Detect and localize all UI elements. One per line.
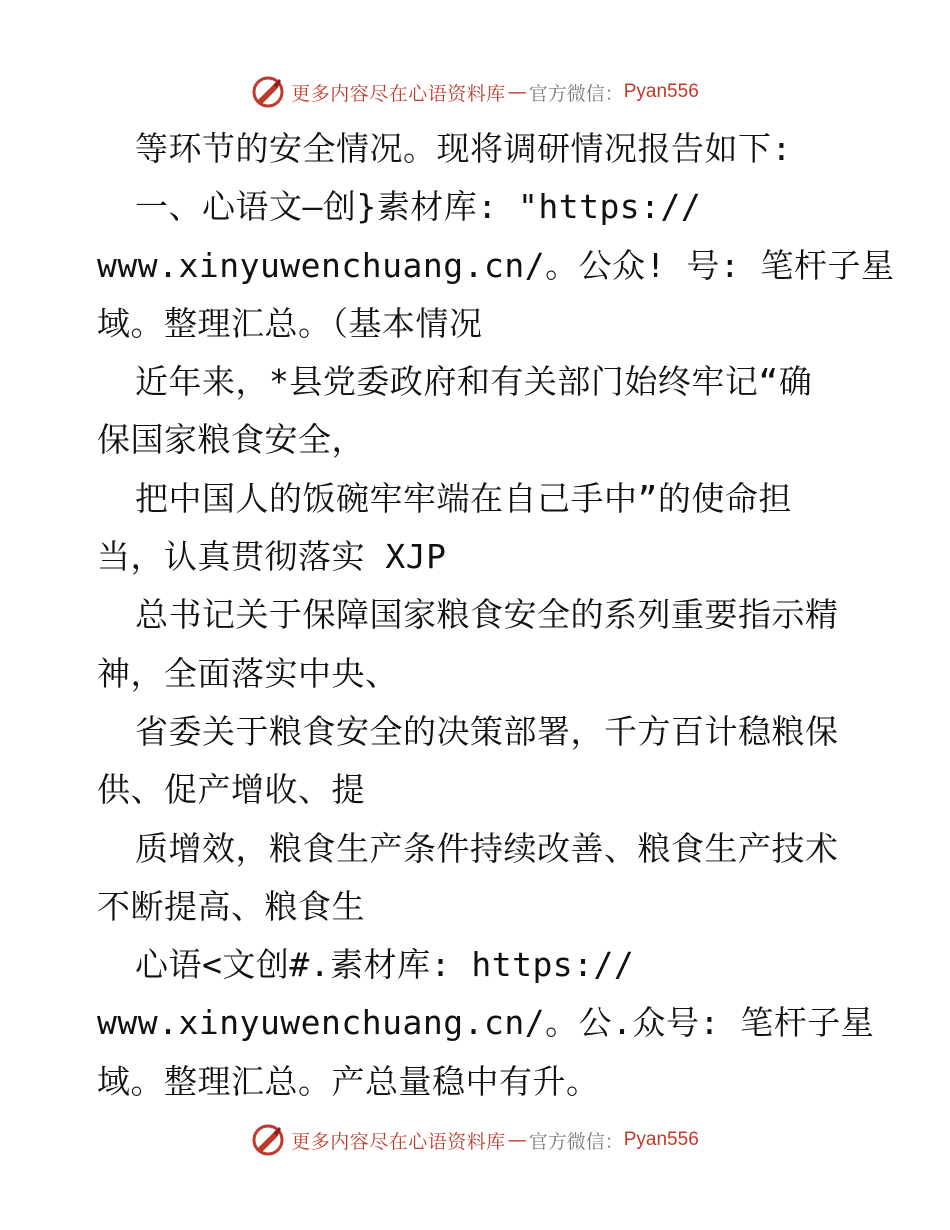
body-line: 省委关于粮食安全的决策部署，千方百计稳粮保 — [135, 711, 839, 751]
body-line: 质增效，粮食生产条件持续改善、粮食生产技术 — [135, 828, 839, 868]
header-banner — [0, 70, 950, 114]
body-line: 把中国人的饭碗牢牢端在自己手中”的使命担 — [135, 478, 792, 518]
body-line: 等环节的安全情况。现将调研情况报告如下: — [135, 129, 792, 168]
banner-label: 官方微信： — [528, 1130, 624, 1153]
pen-logo-icon — [251, 1123, 285, 1157]
body-line: 域。整理汇总。（基本情况 — [97, 303, 483, 343]
body-line: 神，全面落实中央、 — [97, 653, 399, 693]
body-line: 保国家粮食安全， — [97, 420, 365, 460]
banner-text: 更多内容尽在心语资料库 — [291, 1130, 506, 1153]
banner-label: 官方微信： — [528, 82, 624, 105]
body-line: 不断提高、粮食生 — [97, 886, 365, 926]
body-line: 心语<文创#.素材库: https:// — [135, 945, 635, 985]
footer-banner — [0, 1118, 950, 1162]
body-line: 供、促产增收、提 — [97, 770, 365, 810]
banner-text: 更多内容尽在心语资料库 — [291, 82, 506, 105]
banner-dash: — — [507, 81, 527, 103]
body-line: 域。整理汇总。产总量稳中有升。 — [97, 1061, 600, 1101]
document-body — [97, 120, 895, 1111]
pen-logo-icon — [251, 75, 285, 109]
banner-wechat-id: Pyan556 — [623, 81, 699, 102]
body-line: www.xinyuwenchuang.cn/。公.众号: 笔杆子星 — [97, 1003, 875, 1043]
body-line: 近年来，*县党委政府和有关部门始终牢记“确 — [135, 362, 813, 402]
body-line: www.xinyuwenchuang.cn/。公众! 号: 笔杆子星 — [97, 245, 895, 285]
body-line: 当，认真贯彻落实 XJP — [97, 537, 447, 577]
body-line: 总书记关于保障国家粮食安全的系列重要指示精 — [135, 595, 839, 635]
banner-dash: — — [507, 1129, 527, 1151]
body-line: 一、心语文—创}素材库: "https:// — [135, 187, 702, 227]
banner-wechat-id: Pyan556 — [623, 1129, 699, 1150]
